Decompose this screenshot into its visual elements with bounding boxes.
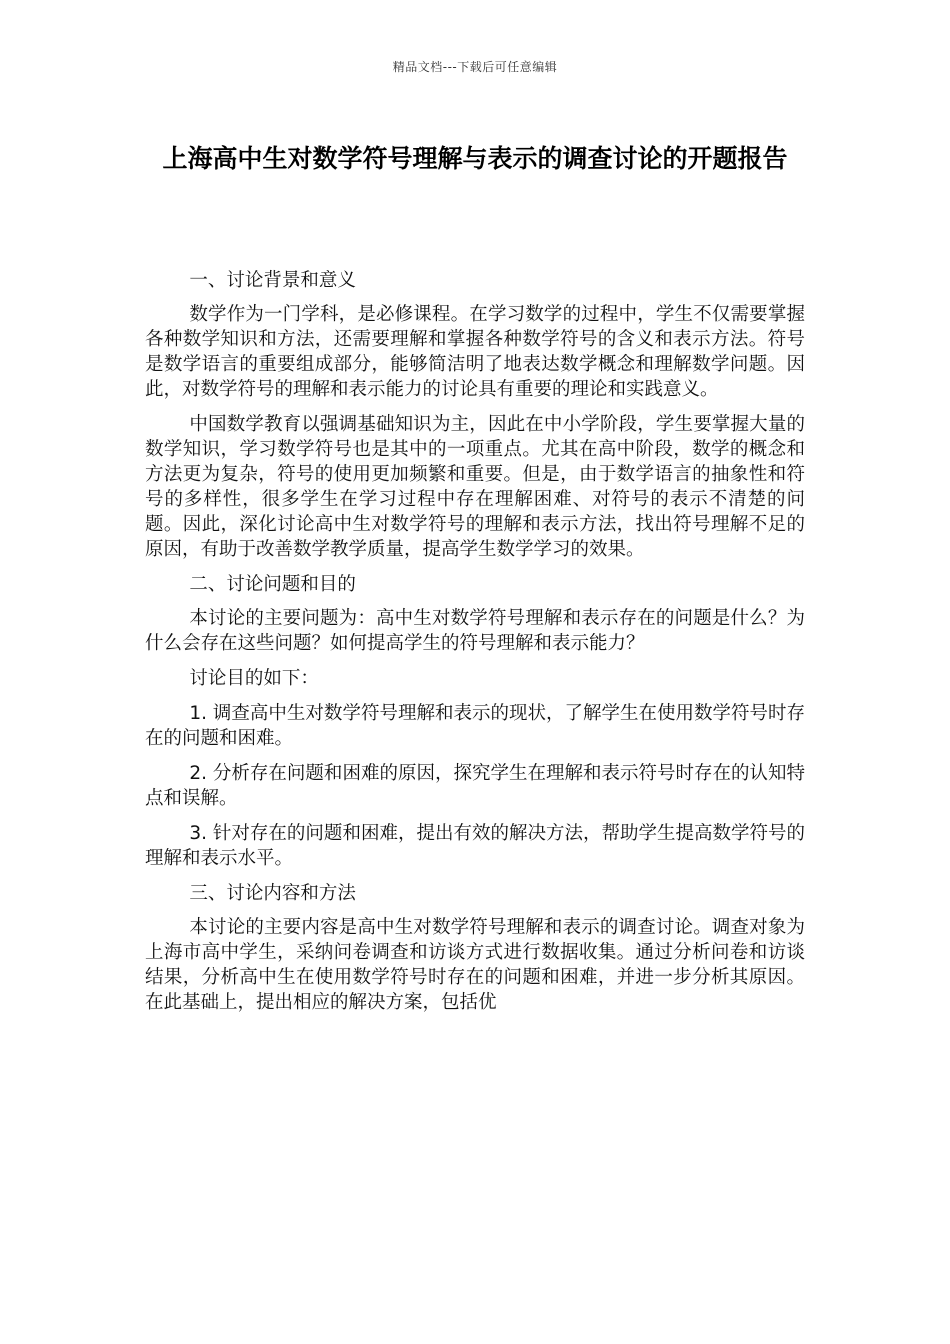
paragraph: 本讨论的主要问题为：高中生对数学符号理解和表示存在的问题是什么？为什么会存在这些问题？如何提高学生的符号理解和表示能力？ xyxy=(145,608,805,654)
list-item: 2. 分析存在问题和困难的原因，探究学生在理解和表示符号时存在的认知特点和误解。 xyxy=(145,763,805,809)
list-item: 1. 调查高中生对数学符号理解和表示的现状，了解学生在使用数学符号时存在的问题和困难。 xyxy=(145,703,805,749)
section-heading-background: 一、讨论背景和意义 xyxy=(189,270,356,291)
page-header: 精品文档---下载后可任意编辑 xyxy=(392,60,558,74)
paragraph: 数学作为一门学科，是必修课程。在学习数学的过程中，学生不仅需要掌握各种数学知识和方法，还需要理解和掌握各种数学符号的含义和表示方法。符号是数学语言的重要组成部分，能够简洁明了地表达数学概念和理解数学问题。因此，对数学符号的理解和表示能力的讨论具有重要的理论和实践意义。 xyxy=(145,304,805,400)
document-title: 上海高中生对数学符号理解与表示的调查讨论的开题报告 xyxy=(162,144,788,173)
section-heading-content: 三、讨论内容和方法 xyxy=(189,883,356,904)
document-body xyxy=(145,268,805,1025)
paragraph: 本讨论的主要内容是高中生对数学符号理解和表示的调查讨论。调查对象为上海市高中学生，采纳问卷调查和访谈方式进行数据收集。通过分析问卷和访谈结果，分析高中生在使用数学符号时存在的问题和困难，并进一步分析其原因。在此基础上，提出相应的解决方案，包括优 xyxy=(145,917,805,1013)
section-heading-problems: 二、讨论问题和目的 xyxy=(189,574,356,595)
paragraph: 中国数学教育以强调基础知识为主，因此在中小学阶段，学生要掌握大量的数学知识，学习数学符号也是其中的一项重点。尤其在高中阶段，数学的概念和方法更为复杂，符号的使用更加频繁和重要。但是，由于数学语言的抽象性和符号的多样性，很多学生在学习过程中存在理解困难、对符号的表示不清楚的问题。因此，深化讨论高中生对数学符号的理解和表示方法，找出符号理解不足的原因，有助于改善数学教学质量，提高学生数学学习的效果。 xyxy=(145,414,805,560)
list-item: 3. 针对存在的问题和困难，提出有效的解决方法，帮助学生提高数学符号的理解和表示水平。 xyxy=(145,823,805,869)
paragraph: 讨论目的如下： xyxy=(189,668,319,689)
